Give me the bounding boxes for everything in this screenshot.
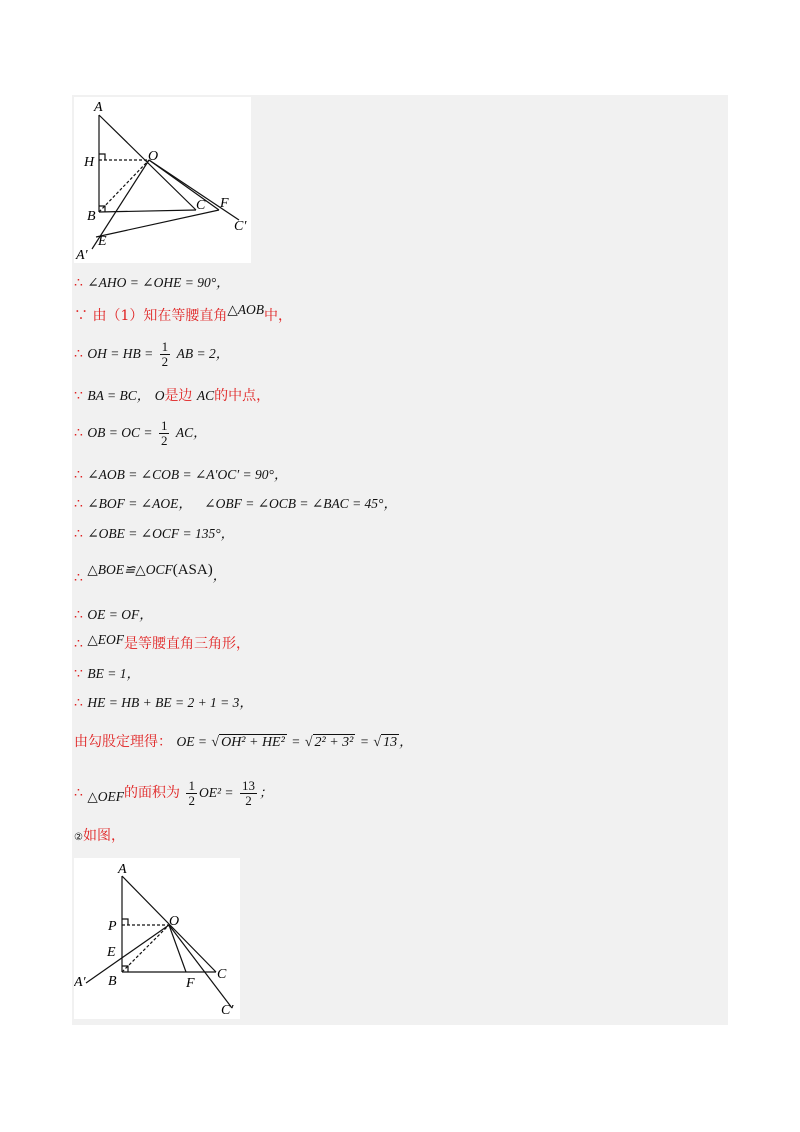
fig2-label-P: P	[108, 919, 117, 934]
because-symbol: ∵	[74, 308, 88, 324]
punct: ，	[239, 695, 253, 710]
fig2-label-Cprime: C′	[221, 1003, 234, 1018]
punct: ，	[212, 568, 227, 583]
punct: ，	[216, 275, 230, 290]
fig1-label-B: B	[87, 209, 96, 224]
math-expr: OE = OF	[87, 607, 140, 622]
math-expr: BA = BC	[87, 388, 137, 403]
figure-2-svg	[74, 858, 240, 1019]
sqrt-expr: √ OH² + HE²	[211, 735, 285, 750]
numerator: 1	[161, 338, 169, 354]
punct: ，	[139, 607, 153, 622]
math-expr: AB = 2	[176, 346, 216, 361]
math-expr: BE = 1	[87, 666, 127, 681]
punct: ，	[136, 388, 151, 403]
fig2-label-Aprime: A′	[74, 975, 86, 990]
fig2-label-F: F	[186, 976, 195, 991]
line-8	[74, 524, 234, 544]
math-expr: ∠OBE = ∠OCF = 135°	[87, 526, 221, 541]
fraction	[159, 419, 170, 448]
math-expr: OE² =	[198, 785, 234, 800]
math-expr: (ASA)	[172, 562, 213, 578]
math-expr: =	[291, 734, 301, 749]
denominator: 2	[161, 353, 169, 369]
fraction	[160, 340, 171, 369]
punct: ，	[399, 734, 413, 749]
math-expr: O	[154, 388, 165, 403]
fraction	[186, 779, 197, 808]
figure-1-svg	[74, 97, 251, 263]
line-2	[74, 302, 292, 326]
fraction	[240, 779, 257, 808]
math-expr: AC	[196, 388, 215, 403]
therefore-symbol: ∴	[74, 346, 83, 362]
therefore-symbol: ∴	[74, 467, 83, 483]
figure-1	[74, 97, 251, 263]
step-number: ②	[74, 832, 83, 843]
math-expr: AC	[175, 425, 194, 440]
line-13	[74, 693, 253, 713]
text: 中，	[264, 308, 292, 324]
text: 如图，	[82, 828, 125, 844]
fig1-label-Aprime: A′	[76, 248, 88, 263]
radicand: 2² + 3²	[314, 735, 354, 750]
because-symbol: ∵	[74, 388, 83, 404]
math-expr: HE = HB + BE = 2 + 1 = 3	[87, 695, 240, 710]
punct: ，	[383, 496, 397, 511]
line-5	[74, 418, 207, 448]
math-expr: △BOE≌△OCF	[87, 562, 173, 577]
math-expr: ∠AOB = ∠COB = ∠A′OC′ = 90°	[87, 467, 274, 482]
fig1-label-C: C	[196, 198, 206, 213]
line-3	[74, 339, 229, 369]
text: 由勾股定理得：	[74, 734, 172, 750]
fig1-label-E: E	[98, 234, 107, 249]
math-expr: ∠OBF = ∠OCB = ∠BAC = 45°	[204, 496, 384, 511]
line-16	[74, 826, 125, 848]
sqrt-expr: √ 13	[373, 735, 398, 750]
therefore-symbol: ∴	[74, 607, 83, 623]
line-12	[74, 664, 140, 684]
sqrt-expr: √ 2² + 3²	[304, 735, 354, 750]
text: 的中点，	[214, 388, 271, 404]
radicand: 13	[383, 735, 398, 750]
fig2-label-A: A	[118, 862, 127, 877]
because-symbol: ∵	[74, 666, 83, 682]
fig1-label-A: A	[94, 100, 103, 115]
text: 的面积为	[124, 785, 180, 801]
fig2-label-O: O	[169, 914, 180, 929]
numerator: 13	[241, 777, 255, 793]
fig1-label-F: F	[220, 196, 229, 211]
line-7	[74, 494, 397, 514]
denominator: 2	[245, 792, 252, 808]
line-1	[74, 273, 230, 293]
math-expr: △AOB	[227, 302, 264, 317]
therefore-symbol: ∴	[74, 695, 83, 711]
line-11	[74, 634, 250, 654]
math-expr: OB = OC =	[87, 425, 153, 440]
line-14	[74, 730, 413, 755]
math-expr: =	[359, 734, 369, 749]
fig1-label-Cprime: C′	[234, 219, 247, 234]
line-9	[74, 555, 226, 585]
therefore-symbol: ∴	[74, 275, 83, 291]
math-expr: △OEF	[87, 789, 124, 804]
math-expr: △EOF	[87, 632, 124, 647]
punct: ，	[215, 346, 230, 361]
text: 是边	[164, 388, 193, 404]
figure-2	[74, 858, 240, 1019]
therefore-symbol: ∴	[74, 526, 83, 542]
fig1-label-O: O	[148, 149, 159, 164]
numerator: 1	[160, 417, 168, 433]
fig2-label-E: E	[107, 945, 116, 960]
line-10	[74, 605, 153, 625]
therefore-symbol: ∴	[74, 425, 83, 441]
line-6	[74, 465, 287, 485]
punct: ；	[258, 785, 273, 800]
text: 是等腰直角三角形，	[124, 636, 250, 652]
punct: ，	[273, 467, 288, 482]
line-4	[74, 386, 270, 406]
fig2-label-B: B	[108, 974, 117, 989]
math-expr: ∠AHO = ∠OHE = 90°	[87, 275, 217, 290]
punct: ，	[178, 496, 192, 511]
therefore-symbol: ∴	[74, 570, 83, 586]
fig2-label-C: C	[217, 967, 227, 982]
line-15	[74, 778, 272, 808]
punct: ，	[193, 425, 207, 440]
denominator: 2	[188, 792, 195, 808]
math-expr: OE =	[176, 734, 207, 749]
therefore-symbol: ∴	[74, 496, 83, 512]
math-expr: OH = HB =	[87, 346, 154, 361]
text: 由（1）知在等腰直角	[92, 308, 228, 324]
punct: ，	[126, 666, 140, 681]
radicand: OH² + HE²	[221, 735, 285, 750]
therefore-symbol: ∴	[74, 785, 83, 801]
fig1-label-H: H	[84, 155, 95, 170]
punct: ，	[220, 526, 235, 541]
denominator: 2	[160, 432, 168, 448]
numerator: 1	[188, 777, 195, 793]
math-expr: ∠BOF = ∠AOE	[87, 496, 179, 511]
therefore-symbol: ∴	[74, 636, 83, 652]
